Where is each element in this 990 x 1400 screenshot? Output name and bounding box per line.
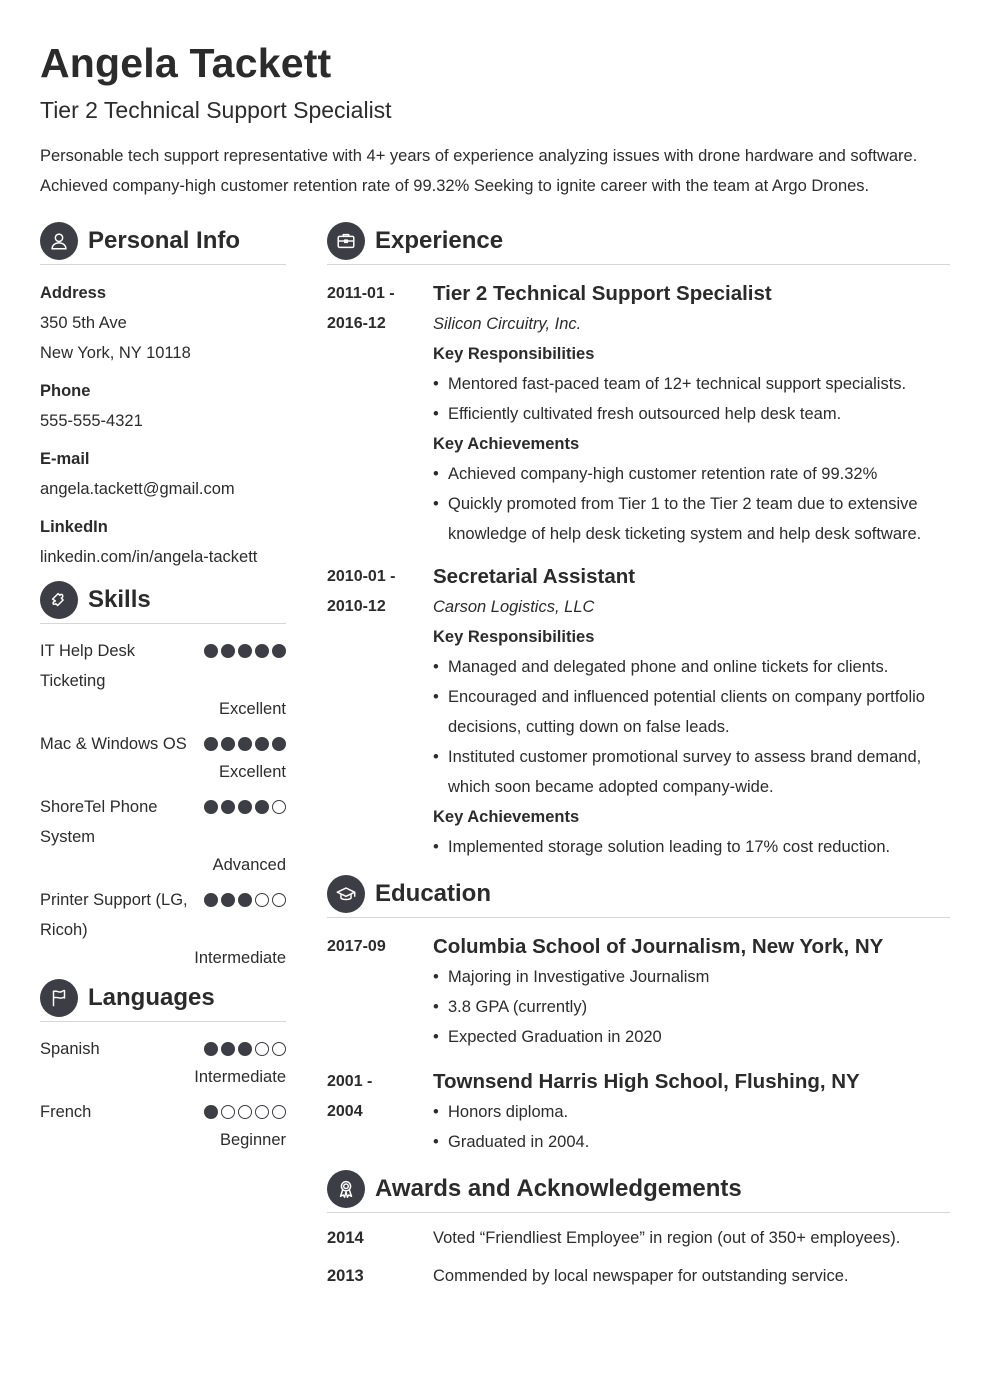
address-line-2: New York, NY 10118 xyxy=(40,344,191,362)
rating-dot-filled xyxy=(204,1042,218,1056)
list-item: • Encouraged and influenced potential clients on company portfolio decisions, cutting down on false leads. xyxy=(433,682,950,742)
award-item xyxy=(327,1223,950,1253)
list-item: • 3.8 GPA (currently) xyxy=(433,992,950,1022)
rating-dot-empty xyxy=(272,1042,286,1056)
rating-dot-filled xyxy=(238,737,252,751)
skill-item xyxy=(40,636,286,721)
rating-dot-filled xyxy=(255,800,269,814)
education-date-start: 2017-09 xyxy=(327,938,386,955)
education-header xyxy=(327,874,950,918)
rating-dot-empty xyxy=(255,1042,269,1056)
skill-name: ShoreTel Phone System xyxy=(40,798,158,846)
job-entry xyxy=(327,279,950,549)
list-item: • Honors diploma. xyxy=(433,1097,950,1127)
award-year: 2013 xyxy=(327,1267,364,1285)
experience-header xyxy=(327,221,950,265)
school-name: Columbia School of Journalism, New York, NY xyxy=(433,935,884,958)
responsibilities-list xyxy=(433,369,950,429)
rating-dot-filled xyxy=(238,893,252,907)
skill-name: Printer Support (LG, Ricoh) xyxy=(40,891,188,939)
school-name: Townsend Harris High School, Flushing, NY xyxy=(433,1070,860,1093)
skill-name: Mac & Windows OS xyxy=(40,735,187,753)
education-details xyxy=(433,962,950,1052)
award-year: 2014 xyxy=(327,1229,364,1247)
responsibilities-label: Key Responsibilities xyxy=(433,628,595,646)
job-entry xyxy=(327,562,950,862)
skills-header xyxy=(40,580,286,624)
rating-dot-filled xyxy=(221,800,235,814)
rating-dot-filled xyxy=(204,644,218,658)
responsibilities-label: Key Responsibilities xyxy=(433,345,595,363)
job-date-end: 2016-12 xyxy=(327,315,386,332)
responsibilities-list xyxy=(433,652,950,802)
job-company: Carson Logistics, LLC xyxy=(433,598,595,616)
personal-info-header xyxy=(40,221,286,265)
languages-heading: Languages xyxy=(88,983,215,1011)
job-title: Secretarial Assistant xyxy=(433,565,636,588)
award-text: Voted “Friendliest Employee” in region (out of 350+ employees). xyxy=(433,1229,901,1247)
language-rating xyxy=(204,1042,286,1056)
rating-dot-empty xyxy=(238,1105,252,1119)
achievements-label: Key Achievements xyxy=(433,435,580,453)
languages-list xyxy=(40,1022,286,1152)
skill-level: Intermediate xyxy=(194,949,286,967)
rating-dot-empty xyxy=(272,1105,286,1119)
job-company: Silicon Circuitry, Inc. xyxy=(433,315,582,333)
award-ribbon-icon xyxy=(327,1170,365,1208)
job-date-start: 2010-01 - xyxy=(327,568,396,585)
list-item: • Quickly promoted from Tier 1 to the Tier 2 team due to extensive knowledge of help desk ticketing system and help desk software. xyxy=(433,489,950,549)
rating-dot-empty xyxy=(255,893,269,907)
person-icon xyxy=(40,222,78,260)
skill-item xyxy=(40,885,286,970)
award-text: Commended by local newspaper for outstanding service. xyxy=(433,1267,849,1285)
achievements-list xyxy=(433,832,950,862)
education-date-end: 2004 xyxy=(327,1103,363,1120)
awards-header xyxy=(327,1169,950,1213)
job-date-end: 2010-12 xyxy=(327,598,386,615)
list-item: • Managed and delegated phone and online tickets for clients. xyxy=(433,652,950,682)
rating-dot-filled xyxy=(204,737,218,751)
flag-icon xyxy=(40,979,78,1017)
right-column xyxy=(327,221,950,1299)
rating-dot-filled xyxy=(221,893,235,907)
language-level: Intermediate xyxy=(194,1068,286,1086)
rating-dot-filled xyxy=(238,1042,252,1056)
briefcase-icon xyxy=(327,222,365,260)
achievements-list xyxy=(433,459,950,549)
phone-value: 555-555-4321 xyxy=(40,412,143,430)
skill-level: Advanced xyxy=(212,856,286,874)
personal-info-section xyxy=(40,265,286,572)
email-label: E-mail xyxy=(40,450,90,468)
rating-dot-filled xyxy=(255,737,269,751)
awards-list xyxy=(327,1213,950,1291)
rating-dot-empty xyxy=(221,1105,235,1119)
summary-paragraph: Personable tech support representative with 4+ years of experience analyzing issues with drone hardware and software. Achieved company-high customer retention rate of 99.32% Seeking to ignite career with the team at Argo Drones. xyxy=(40,147,918,195)
rating-dot-filled xyxy=(204,893,218,907)
rating-dot-filled xyxy=(272,644,286,658)
education-date-start: 2001 - xyxy=(327,1073,373,1090)
skills-list xyxy=(40,624,286,970)
phone-label: Phone xyxy=(40,382,91,400)
list-item: • Achieved company-high customer retention rate of 99.32% xyxy=(433,459,950,489)
candidate-title: Tier 2 Technical Support Specialist xyxy=(40,97,392,123)
skill-rating xyxy=(204,893,286,907)
education-details xyxy=(433,1097,950,1157)
language-level: Beginner xyxy=(219,1131,286,1149)
skill-level: Excellent xyxy=(219,763,286,781)
rating-dot-filled xyxy=(221,737,235,751)
rating-dot-filled xyxy=(204,800,218,814)
education-dates xyxy=(327,932,422,962)
education-entry xyxy=(327,932,950,1052)
linkedin-label: LinkedIn xyxy=(40,518,108,536)
language-name: Spanish xyxy=(40,1040,100,1058)
address-line-1: 350 5th Ave xyxy=(40,314,127,332)
list-item: • Instituted customer promotional survey to assess brand demand, which soon became adopted company-wide. xyxy=(433,742,950,802)
list-item: • Mentored fast-paced team of 12+ technical support specialists. xyxy=(433,369,950,399)
rating-dot-filled xyxy=(238,644,252,658)
awards-heading: Awards and Acknowledgements xyxy=(375,1174,742,1202)
candidate-name: Angela Tackett xyxy=(40,40,332,86)
education-list xyxy=(327,918,950,1157)
job-dates xyxy=(327,562,422,622)
list-item: • Efficiently cultivated fresh outsourced help desk team. xyxy=(433,399,950,429)
languages-header xyxy=(40,978,286,1022)
rating-dot-empty xyxy=(272,800,286,814)
email-value: angela.tackett@gmail.com xyxy=(40,480,235,498)
language-item xyxy=(40,1034,286,1089)
job-dates xyxy=(327,279,422,339)
skill-item xyxy=(40,792,286,877)
education-dates xyxy=(327,1067,422,1127)
list-item: • Implemented storage solution leading to 17% cost reduction. xyxy=(433,832,950,862)
experience-heading: Experience xyxy=(375,226,504,254)
achievements-label: Key Achievements xyxy=(433,808,580,826)
rating-dot-empty xyxy=(255,1105,269,1119)
skill-item xyxy=(40,729,286,784)
personal-info-heading: Personal Info xyxy=(88,226,241,254)
skill-rating xyxy=(204,644,286,658)
rating-dot-empty xyxy=(272,893,286,907)
rating-dot-filled xyxy=(272,737,286,751)
skill-name: IT Help Desk Ticketing xyxy=(40,642,136,690)
job-title: Tier 2 Technical Support Specialist xyxy=(433,282,772,305)
skill-level: Excellent xyxy=(219,700,286,718)
rating-dot-filled xyxy=(221,644,235,658)
linkedin-value: linkedin.com/in/angela-tackett xyxy=(40,548,258,566)
language-item xyxy=(40,1097,286,1152)
experience-list xyxy=(327,265,950,862)
puzzle-icon xyxy=(40,581,78,619)
award-item xyxy=(327,1261,950,1291)
list-item: • Expected Graduation in 2020 xyxy=(433,1022,950,1052)
skills-heading: Skills xyxy=(88,585,151,613)
graduation-cap-icon xyxy=(327,875,365,913)
rating-dot-filled xyxy=(204,1105,218,1119)
education-entry xyxy=(327,1067,950,1157)
list-item: • Majoring in Investigative Journalism xyxy=(433,962,950,992)
language-rating xyxy=(204,1105,286,1119)
left-column xyxy=(40,221,286,1160)
rating-dot-filled xyxy=(238,800,252,814)
skill-rating xyxy=(204,737,286,751)
skill-rating xyxy=(204,800,286,814)
address-label: Address xyxy=(40,284,107,302)
job-date-start: 2011-01 - xyxy=(327,285,395,302)
rating-dot-filled xyxy=(221,1042,235,1056)
list-item: • Graduated in 2004. xyxy=(433,1127,950,1157)
language-name: French xyxy=(40,1103,92,1121)
education-heading: Education xyxy=(375,879,492,907)
rating-dot-filled xyxy=(255,644,269,658)
